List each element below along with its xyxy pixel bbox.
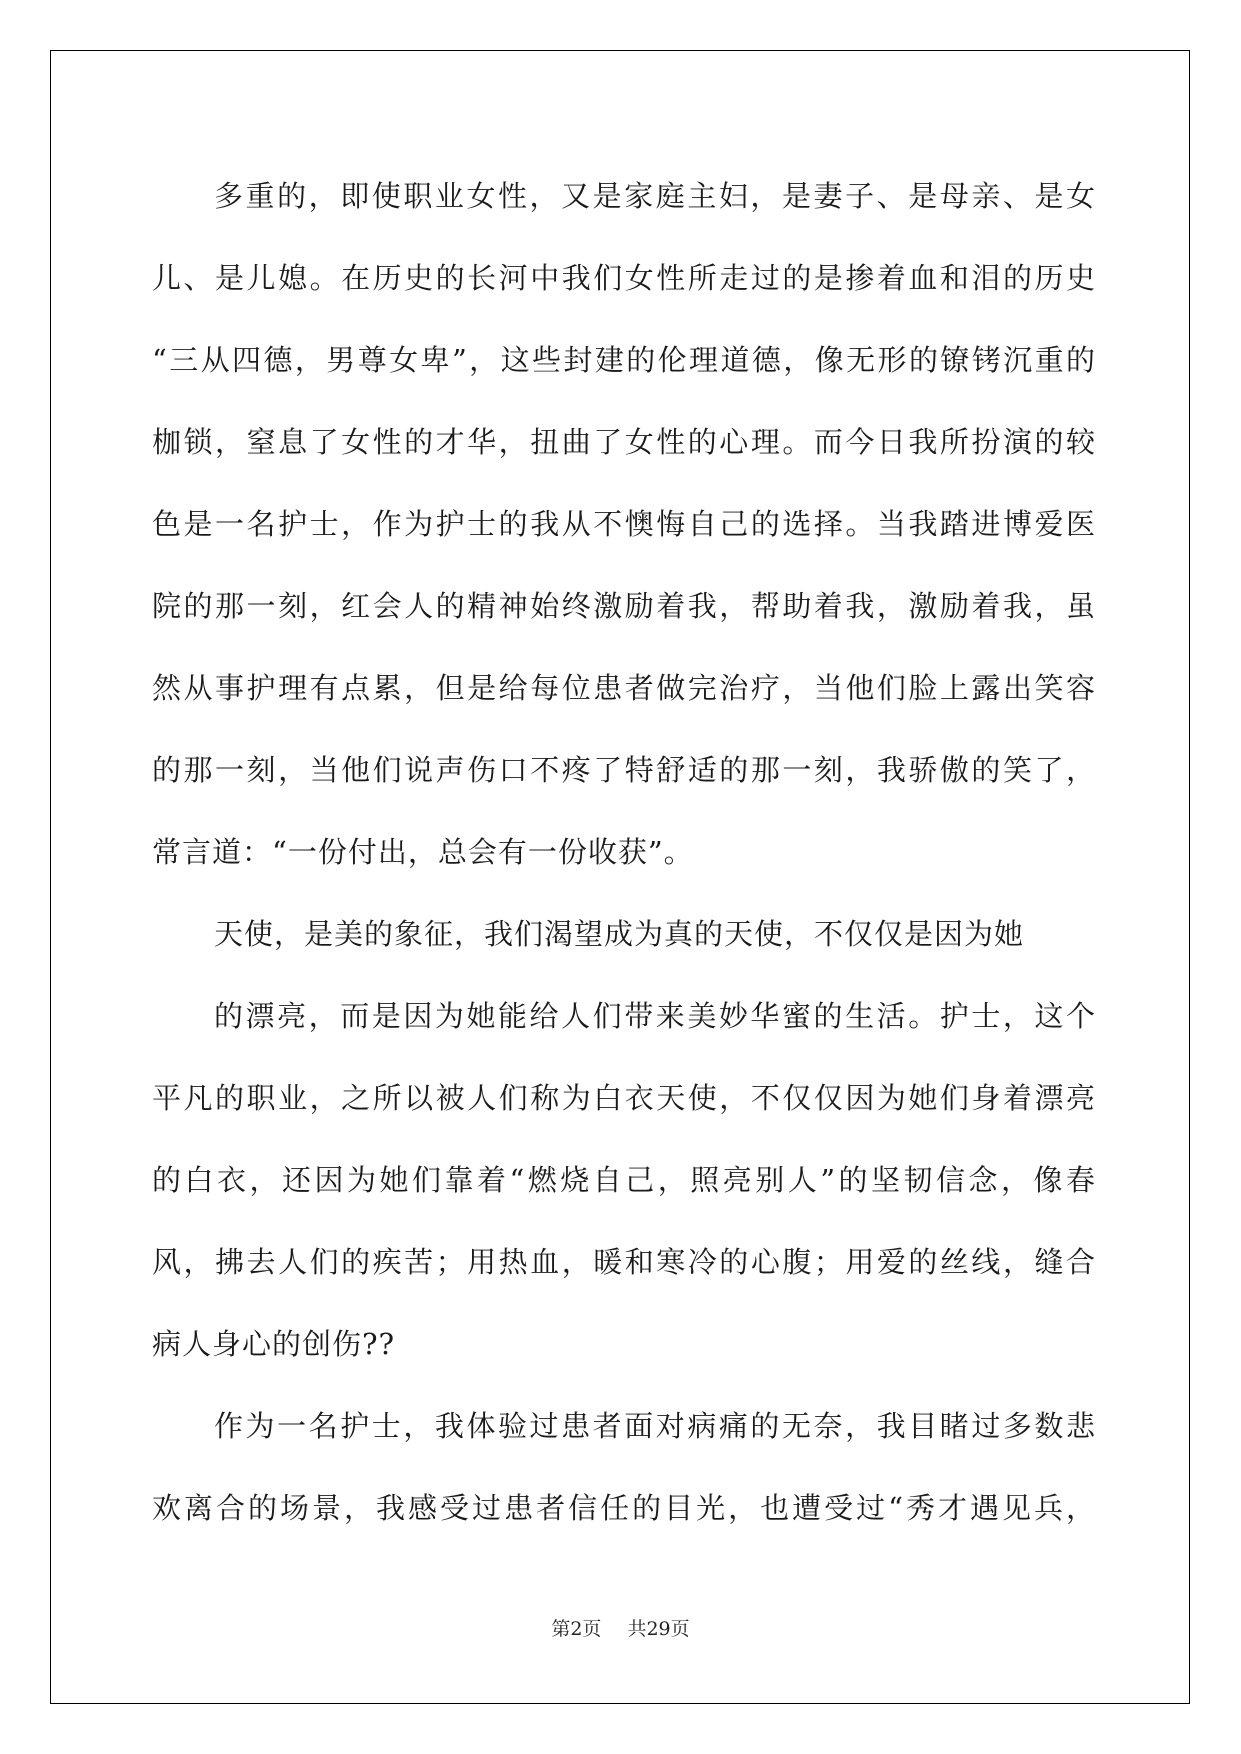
text-line: 色是一名护士，作为护士的我从不懊悔自己的选择。当我踏进博爱医 bbox=[152, 507, 1096, 541]
page-number: 第2页 bbox=[551, 1618, 602, 1640]
text-line: 儿、是儿媳。在历史的长河中我们女性所走过的是掺着血和泪的历史 bbox=[152, 261, 1096, 295]
document-body bbox=[152, 155, 1096, 1549]
text-line: 欢离合的场景，我感受过患者信任的目光，也遭受过“秀才遇见兵， bbox=[152, 1491, 1096, 1525]
text-line: 天使，是美的象征，我们渴望成为真的天使，不仅仅是因为她 bbox=[214, 917, 1025, 951]
text-line: 的那一刻，当他们说声伤口不疼了特舒适的那一刻，我骄傲的笑了， bbox=[152, 753, 1096, 787]
text-line: 风，拂去人们的疾苦；用热血，暖和寒冷的心腹；用爱的丝线，缝合 bbox=[152, 1245, 1096, 1279]
text-line: 的漂亮，而是因为她能给人们带来美妙华蜜的生活。护士，这个 bbox=[214, 999, 1096, 1033]
text-line: 平凡的职业，之所以被人们称为白衣天使，不仅仅因为她们身着漂亮 bbox=[152, 1081, 1096, 1115]
text-line: 作为一名护士，我体验过患者面对病痛的无奈，我目睹过多数悲 bbox=[214, 1409, 1096, 1443]
text-line: 然从事护理有点累，但是给每位患者做完治疗，当他们脸上露出笑容 bbox=[152, 671, 1096, 705]
text-line: “三从四德，男尊女卑”，这些封建的伦理道德，像无形的镣铐沉重的 bbox=[152, 343, 1096, 377]
text-line: 枷锁，窒息了女性的才华，扭曲了女性的心理。而今日我所扮演的较 bbox=[152, 425, 1096, 459]
text-line: 的白衣，还因为她们靠着“燃烧自己，照亮别人”的坚韧信念，像春 bbox=[152, 1163, 1096, 1197]
text-line: 常言道：“一份付出，总会有一份收获”。 bbox=[152, 835, 694, 869]
page-footer bbox=[0, 1614, 1241, 1641]
text-line: 多重的，即使职业女性，又是家庭主妇，是妻子、是母亲、是女 bbox=[214, 179, 1096, 213]
page-total: 共29页 bbox=[627, 1618, 690, 1640]
text-line: 院的那一刻，红会人的精神始终激励着我，帮助着我，激励着我，虽 bbox=[152, 589, 1096, 623]
text-line: 病人身心的创伤?? bbox=[152, 1327, 396, 1361]
